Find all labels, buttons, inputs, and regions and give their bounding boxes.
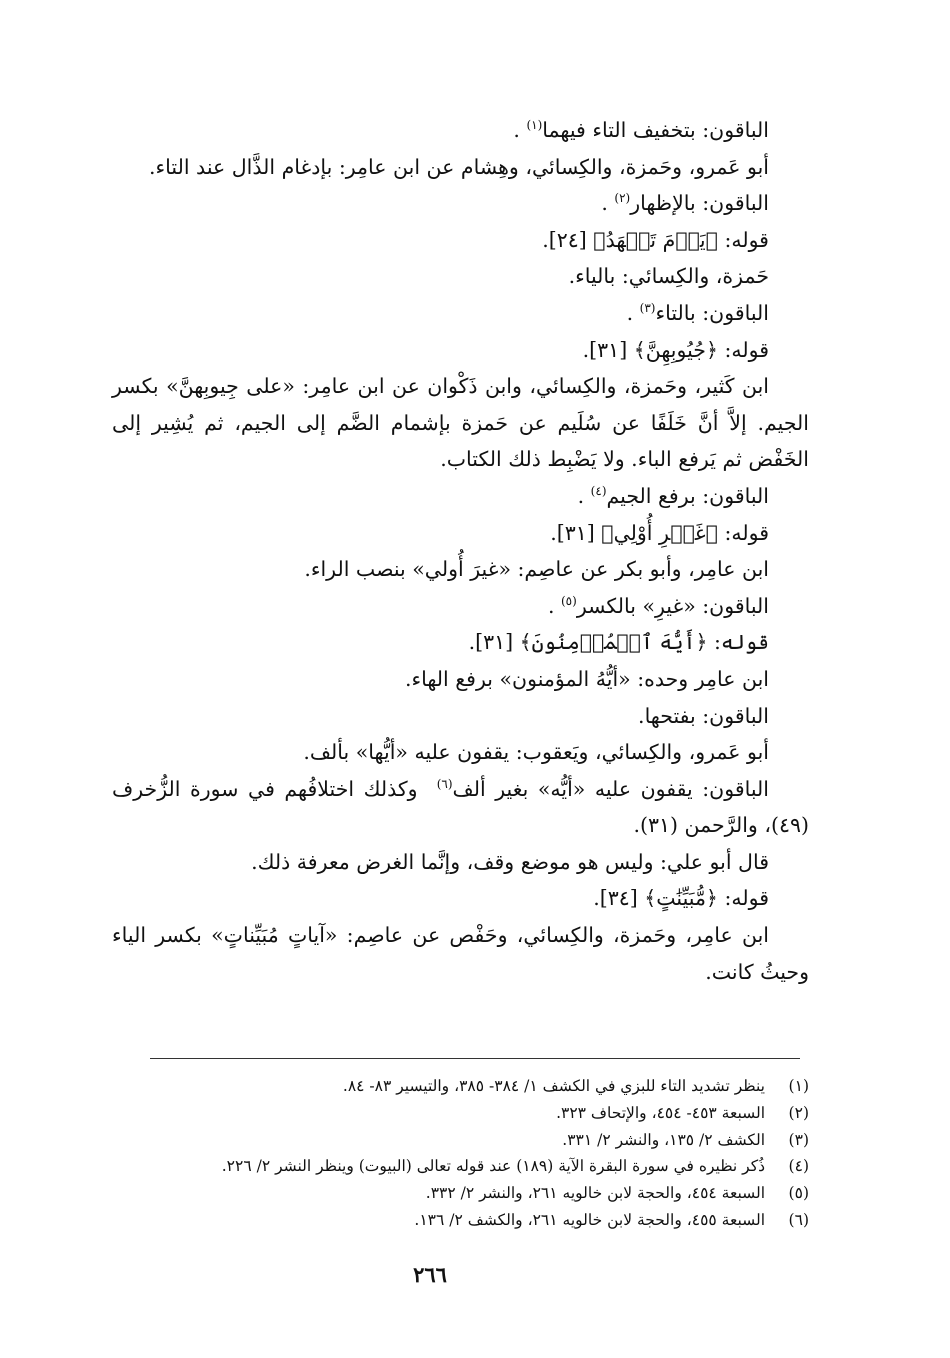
footnote-ref: (٦): [436, 776, 453, 791]
text-line: حَمزة، والكِسائي: بالياء.: [568, 264, 769, 289]
footnote-text: ينظر تشديد التاء للبزي في الكشف ١/ ٣٨٤- ٣٨٥، والتيسير ٨٣- ٨٤.: [342, 1077, 765, 1095]
text-line: ابن عامِر، وأبو بكر عن عاصِم: «غيرَ أُولي» بنصب الراء.: [304, 557, 769, 582]
text-line: أبو عَمرو، وحَمزة، والكِسائي، وهِشام عن ابن عامِر: بإدغام الذَّال عند التاء.: [149, 154, 769, 179]
text-line: أبو عَمرو، والكِسائي، ويَعقوب: يقفون عليه «أيُّها» بألف.: [303, 740, 769, 765]
footnote-number: (٤): [788, 1157, 809, 1176]
text-line: الباقون: «غيرِ» بالكسر$^{(٥)}$ .: [547, 593, 769, 618]
footnote: [112, 1073, 809, 1100]
quran-citation: قوله: ﴿جُيُوبِهِنَّ﴾ [٣١].: [582, 337, 769, 362]
footnote-text: السبعة ٤٥٥، والحجة لابن خالويه ٢٦١، والكشف ٢/ ١٣٦.: [414, 1210, 765, 1229]
text-line: الباقون: برفع الجيم$^{(٤)}$ .: [577, 483, 769, 508]
footnote-text: الكشف ٢/ ١٣٥، والنشر ٢/ ٣٣١.: [562, 1130, 765, 1149]
footnote-number: (٥): [788, 1184, 809, 1203]
footnote-text: ذُكر نظيره في سورة البقرة الآية (١٨٩) عند قوله تعالى (البيوت) وينظر النشر ٢/ ٢٢٦.: [221, 1157, 765, 1176]
text-paragraph: الباقون: يقفون عليه «أيُّه» بغير ألف$^{(٦)}$ وكذلك اختلافُهم في سورة الزُّخرف (٤٩)، والرَّحمن (٣١).: [112, 776, 809, 838]
quran-citation: قوله: ﴿يَوۡمَ تَشۡهَدُ﴾ [٢٤].: [542, 227, 769, 252]
footnotes: [112, 1073, 809, 1234]
footnote-number: (١): [788, 1077, 809, 1095]
footnote-ref: (٢): [614, 191, 631, 206]
text-line: الباقون: بالتاء$^{(٣)}$ .: [626, 300, 769, 325]
footnote-text: السبعة ٤٥٤، والحجة لابن خالويه ٢٦١، والنشر ٢/ ٣٣٢.: [425, 1184, 765, 1203]
text-line: ابن عامِر وحده: «أيُّهُ المؤمنون» برفع الهاء.: [404, 666, 769, 691]
footnote-separator: [150, 1058, 800, 1059]
main-text: [112, 112, 809, 990]
text-line: الباقون: بالإظهار$^{(٢)}$ .: [601, 191, 769, 216]
footnote-ref: (٥): [560, 593, 577, 608]
footnote-ref: (٤): [590, 484, 607, 499]
page-number: ٢٦٦: [413, 1262, 447, 1287]
footnote-number: (٦): [788, 1210, 809, 1229]
footnote-number: (٢): [788, 1103, 809, 1122]
text-paragraph: ابن كَثير، وحَمزة، والكِسائي، وابن ذَكْوان عن ابن عامِر: «على جِيوبِهنَّ» بكسر الجيم. إلاَّ أنَّ خَلَفًا عن سُلَيم عن حَمزة بإشمام الضَّم إلى الجيم، ثم يُشِير إلى الخَفْض ثم يَرفع الباء. ولا يَضْبِط ذلك الكتاب.: [112, 374, 809, 472]
footnote: [112, 1207, 809, 1234]
text-paragraph: ابن عامِر، وحَمزة، والكِسائي، وحَفْص عن عاصِم: «آياتٍ مُبَيِّناتٍ» بكسر الياء وحيثُ كانت.: [112, 923, 809, 984]
footnote: [112, 1127, 809, 1154]
footnote: [112, 1100, 809, 1127]
footnote-text: السبعة ٤٥٣- ٤٥٤، والإتحاف ٣٢٣.: [556, 1103, 765, 1122]
quran-citation: قوله: ﴿أَيُّهَ ٱلۡمُؤۡمِنُونَ﴾ [٣١].: [468, 630, 769, 655]
footnote: [112, 1153, 809, 1180]
footnote-ref: (٣): [639, 301, 656, 316]
text-line: الباقون: بفتحها.: [638, 703, 769, 728]
quran-citation: قوله: ﴿غَيۡرِ أُوْلِي﴾ [٣١].: [550, 520, 769, 545]
footnote-number: (٣): [788, 1130, 809, 1149]
text-line: الباقون: بتخفيف التاء فيهما$^{(١)}$ .: [513, 118, 769, 142]
footnote-ref: (١): [526, 118, 543, 133]
footnote: [112, 1180, 809, 1207]
quran-citation: قوله: ﴿مُّبَيِّنَٰتٍ﴾ [٣٤].: [593, 886, 769, 911]
text-line: قال أبو علي: وليس هو موضع وقف، وإنَّما الغرض معرفة ذلك.: [251, 849, 769, 874]
